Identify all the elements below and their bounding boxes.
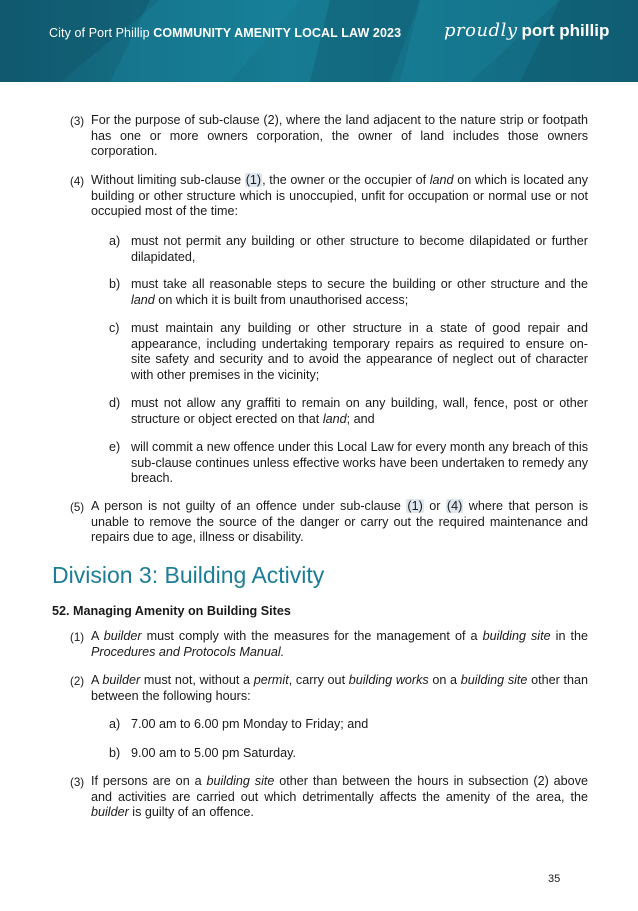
header-title-bold: COMMUNITY AMENITY LOCAL LAW 2023: [153, 26, 402, 40]
clause-number: (3): [70, 115, 85, 128]
cross-reference: (1): [407, 499, 423, 513]
clause-number: (1): [70, 631, 85, 644]
header-title-prefix: City of Port Phillip: [49, 26, 154, 40]
clause-3-text: For the purpose of sub-clause (2), where the land adjacent to the nature strip or footpath has one or more owners corporation, the owner of land includes those owners corporation.: [91, 113, 588, 159]
page-number: 35: [548, 873, 561, 885]
logo-brand-text: port phillip: [521, 21, 610, 40]
page-header: [0, 0, 638, 82]
clause-4-text: Without limiting sub-clause (1), the owner or the occupier of land on which is located any building or other structure which is unoccupied, unfit for occupation or normal use or not occupied most of the time:: [91, 173, 588, 219]
clause-number: (5): [70, 501, 85, 514]
list-item: must not allow any graffiti to remain on any building, wall, fence, post or other structure or object erected on that land; and: [131, 396, 588, 426]
cross-reference: (1): [245, 173, 262, 187]
header-title: [49, 26, 401, 40]
list-item: will commit a new offence under this Local Law for every month any breach of this sub-clause continues unless effective works have been undertaken to remedy any breach.: [131, 440, 588, 486]
list-item: must maintain any building or other structure in a state of good repair and appearance, including undertaking temporary repairs as required to ensure on-site safety and security and to avoid the appearance of neglect out of character with other premises in the vicinity;: [131, 321, 588, 382]
section-52-3-text: If persons are on a building site other than between the hours in subsection (2) above and activities are carried out which detrimentally affects the amenity of the area, the builder is guilty of an offence.: [91, 774, 588, 820]
cross-reference: (4): [446, 499, 463, 513]
section-52-1-text: A builder must comply with the measures for the management of a building site in the Procedures and Protocols Manual.: [91, 629, 589, 659]
list-item-label: a): [109, 234, 121, 248]
list-item-label: a): [109, 717, 121, 731]
section-heading: 52. Managing Amenity on Building Sites: [52, 604, 291, 618]
logo-script-text: proudly: [444, 20, 518, 41]
list-item: must take all reasonable steps to secure the building or other structure and the land on which it is built from unauthorised access;: [131, 277, 588, 307]
clause-number: (2): [70, 675, 85, 688]
list-item-label: b): [109, 277, 121, 291]
list-item-label: b): [109, 746, 121, 760]
list-item: 9.00 am to 5.00 pm Saturday.: [131, 746, 296, 760]
proudly-port-phillip-logo: [444, 20, 609, 50]
clause-number: (4): [70, 175, 85, 188]
clause-5-text: A person is not guilty of an offence under sub-clause (1) or (4) where that person is unable to remove the source of the danger or carry out the required maintenance and repairs due to age, illness or disability.: [91, 499, 588, 545]
list-item: must not permit any building or other structure to become dilapidated or further dilapidated,: [131, 234, 588, 264]
list-item-label: d): [109, 396, 121, 410]
list-item: 7.00 am to 6.00 pm Monday to Friday; and: [131, 717, 369, 731]
list-item-label: e): [109, 440, 121, 454]
division-heading: Division 3: Building Activity: [52, 562, 325, 588]
clause-number: (3): [70, 776, 85, 789]
list-item-label: c): [109, 321, 120, 335]
section-52-2-text: A builder must not, without a permit, carry out building works on a building site other than between the following hours:: [91, 673, 588, 703]
